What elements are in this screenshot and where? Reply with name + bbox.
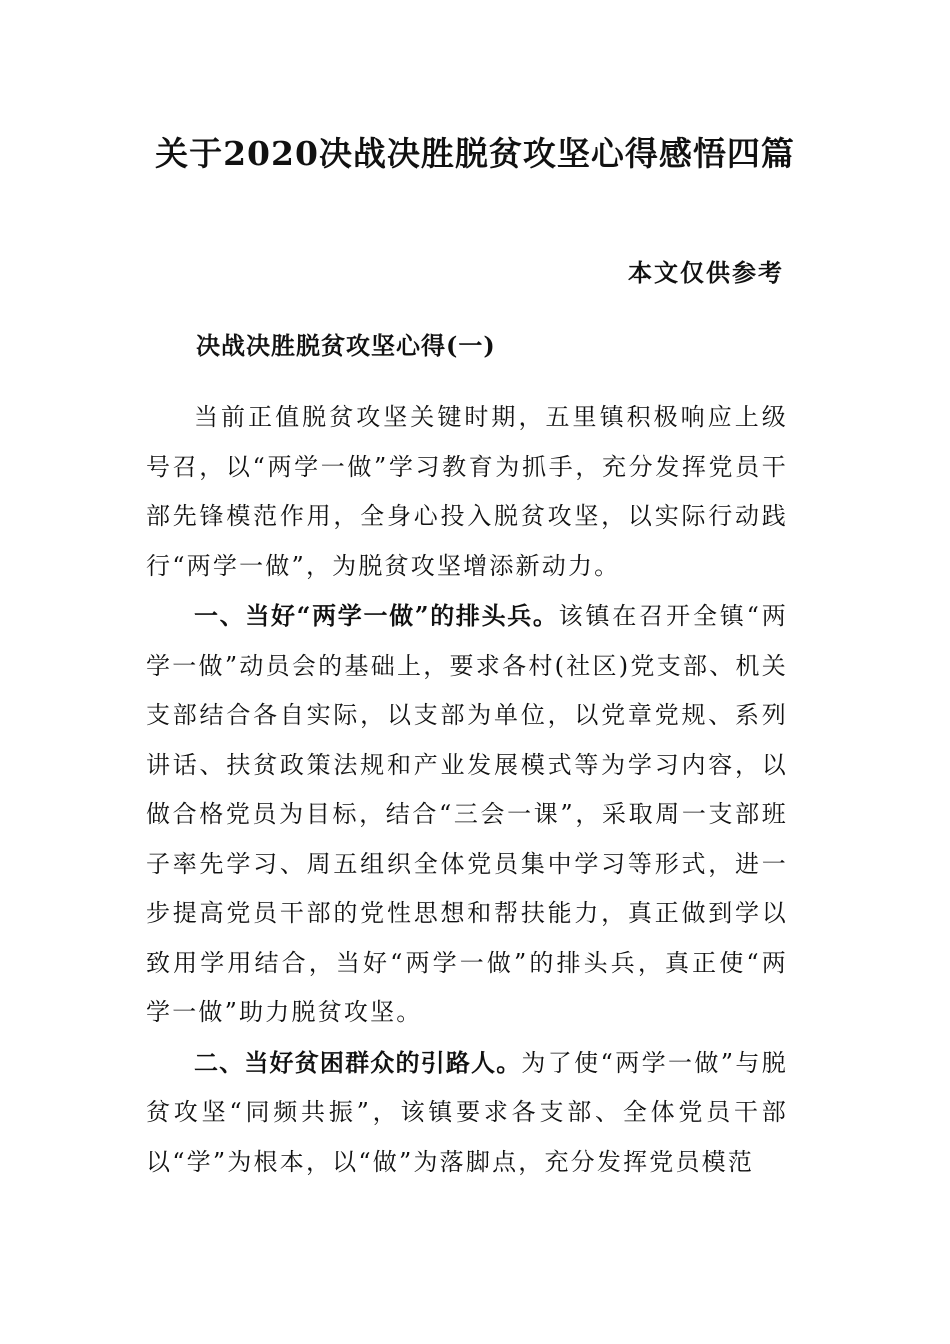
paragraph [146,1038,788,1188]
paragraph-lead: 一、当好“两学一做”的排头兵。 [194,601,559,630]
paragraph-lead: 二、当好贫困群众的引路人。 [194,1047,522,1077]
section-title: 决战决胜脱贫攻坚心得(一) [196,331,496,360]
document-title: 关于2020决战决胜脱贫攻坚心得感悟四篇 [155,134,795,173]
paragraph [146,591,788,1038]
paragraph [146,392,788,591]
reference-note: 本文仅供参考 [628,258,784,287]
paragraph-text: 当前正值脱贫攻坚关键时期，五里镇积极响应上级号召，以“两学一做”学习教育为抓手，充分发挥党员干部先锋模范作用，全身心投入脱贫攻坚，以实际行动践行“两学一做”，为脱贫攻坚增添新动力。 [146,403,788,580]
body-text [146,392,788,1187]
paragraph-text: 该镇在召开全镇“两学一做”动员会的基础上，要求各村(社区)党支部、机关支部结合各自实际，以支部为单位，以党章党规、系列讲话、扶贫政策法规和产业发展模式等为学习内容，以做合格党员为目标，结合“三会一课”，采取周一支部班子率先学习、周五组织全体党员集中学习等形式，进一步提高党员干部的党性思想和帮扶能力，真正做到学以致用学用结合，当好“两学一做”的排头兵，真正使“两学一做”助力脱贫攻坚。 [146,602,789,1026]
paragraph-text: 为了使“两学一做”与脱贫攻坚“同频共振”，该镇要求各支部、全体党员干部以“学”为根本，以“做”为落脚点，充分发挥党员模范 [146,1048,788,1176]
